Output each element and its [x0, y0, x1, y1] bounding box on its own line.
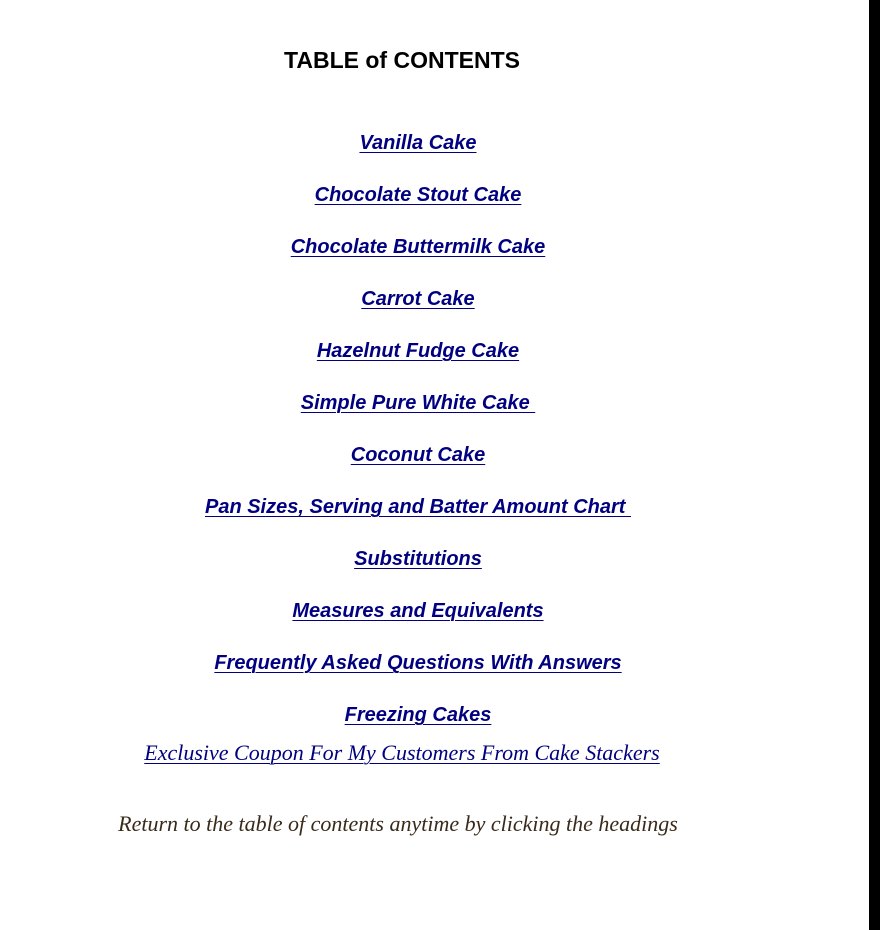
toc-link-simple-pure-white-cake[interactable]: Simple Pure White Cake — [300, 392, 536, 414]
toc-link-vanilla-cake[interactable]: Vanilla Cake — [359, 132, 477, 154]
toc-link-hazelnut-fudge-cake[interactable]: Hazelnut Fudge Cake — [316, 340, 520, 362]
toc-title: TABLE of CONTENTS — [284, 47, 520, 73]
toc-link-faq[interactable]: Frequently Asked Questions With Answers — [214, 652, 622, 674]
toc-link-freezing-cakes[interactable]: Freezing Cakes — [344, 704, 492, 726]
window-edge-bar — [869, 0, 880, 930]
toc-link-chocolate-stout-cake[interactable]: Chocolate Stout Cake — [314, 184, 522, 206]
toc-link-chocolate-buttermilk-cake[interactable]: Chocolate Buttermilk Cake — [290, 236, 546, 258]
toc-list — [0, 101, 804, 725]
toc-link-measures-and-equivalents[interactable]: Measures and Equivalents — [292, 600, 544, 622]
return-note: Return to the table of contents anytime by clicking the headings — [118, 811, 678, 836]
coupon-link[interactable]: Exclusive Coupon For My Customers From Cake Stackers — [144, 740, 660, 765]
toc-item — [0, 101, 804, 153]
coupon-container — [0, 738, 804, 768]
toc-link-carrot-cake[interactable]: Carrot Cake — [361, 288, 475, 310]
toc-link-substitutions[interactable]: Substitutions — [354, 548, 482, 570]
toc-link-pan-sizes-chart[interactable]: Pan Sizes, Serving and Batter Amount Chart — [204, 496, 631, 518]
toc-link-coconut-cake[interactable]: Coconut Cake — [350, 444, 486, 466]
